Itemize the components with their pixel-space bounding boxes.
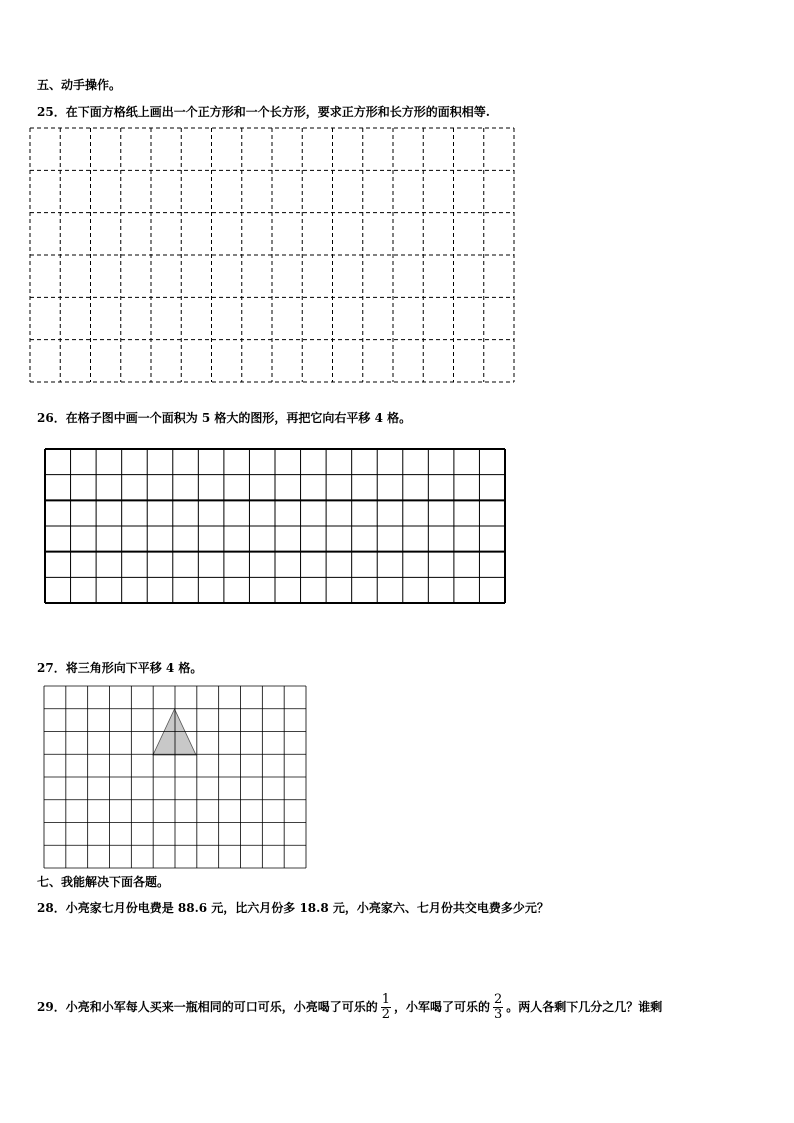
q29-part3: 。两人各剩下几分之几？谁剩 <box>506 1000 663 1014</box>
fraction-2-denominator: 3 <box>494 1007 503 1022</box>
gray-triangle <box>153 709 196 755</box>
fraction-two-thirds <box>493 993 503 1022</box>
section-seven-title: 七、我能解决下面各题。 <box>37 875 170 889</box>
section-five-title: 五、动手操作。 <box>37 78 122 92</box>
question-26-text: 26．在格子图中画一个面积为 5 格大的图形，再把它向右平移 4 格。 <box>37 411 412 425</box>
fraction-1-denominator: 2 <box>381 1007 390 1022</box>
q29-part1: 29．小亮和小军每人买来一瓶相同的可口可乐，小亮喝了可乐的 <box>37 1000 378 1014</box>
fraction-2-numerator: 2 <box>494 992 503 1007</box>
question-27-text: 27．将三角形向下平移 4 格。 <box>37 661 203 675</box>
triangle-grid <box>43 685 307 869</box>
fraction-1-numerator: 1 <box>381 992 390 1007</box>
dashed-grid-paper <box>29 127 515 383</box>
square-grid <box>43 447 507 605</box>
fraction-one-half <box>381 993 391 1022</box>
question-29-text <box>37 985 662 1029</box>
q29-part2: ，小军喝了可乐的 <box>393 1000 490 1014</box>
question-25-text: 25．在下面方格纸上画出一个正方形和一个长方形，要求正方形和长方形的面积相等. <box>37 105 490 119</box>
question-28-text: 28．小亮家七月份电费是 88.6 元，比六月份多 18.8 元，小亮家六、七月份共交电费多少元？ <box>37 901 549 915</box>
